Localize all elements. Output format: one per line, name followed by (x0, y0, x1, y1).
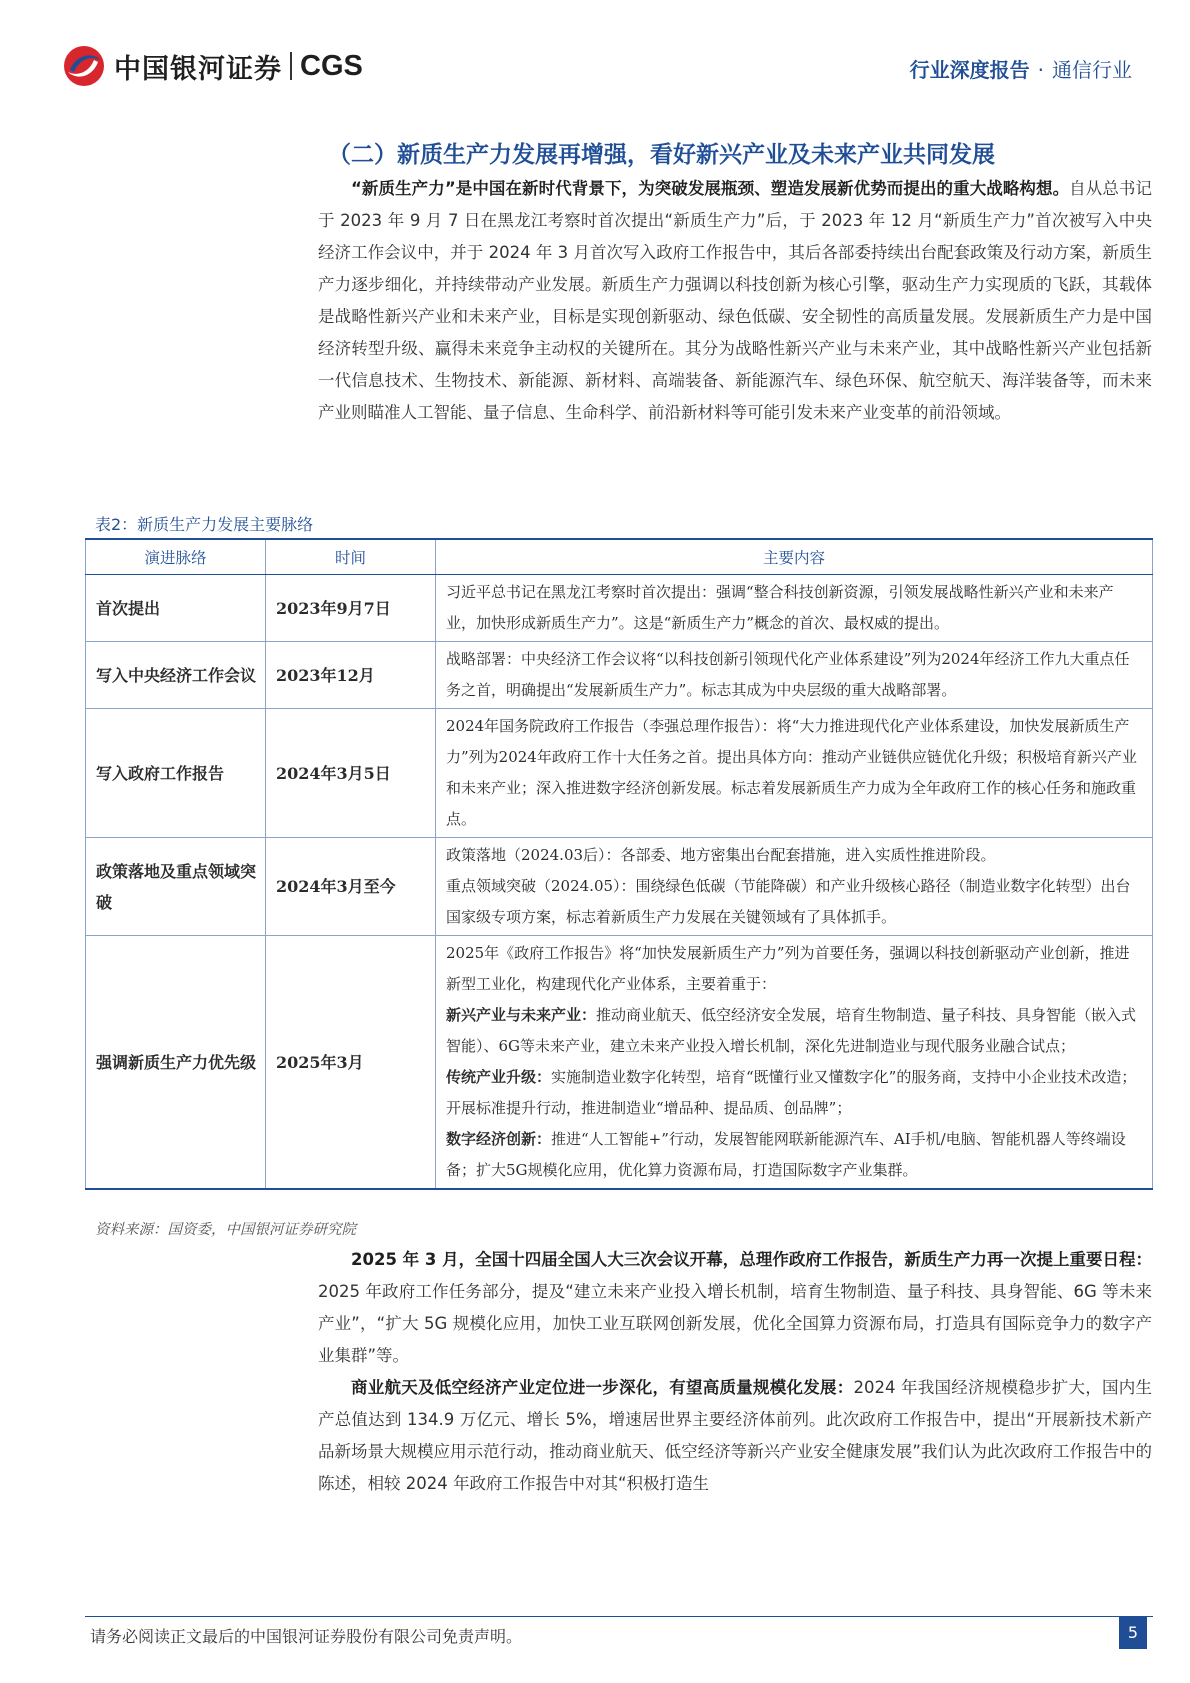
table-row (86, 936, 1153, 1190)
row-time: 2024年3月至今 (266, 838, 436, 936)
logo-divider (290, 52, 292, 80)
para-body: 2025 年政府工作任务部分，提及“建立未来产业投入增长机制，培育生物制造、量子科技、具身智能、6G 等未来产业”，“扩大 5G 规模化应用，加快工业互联网创新发展，优化全国算力资源布局，打造具有国际竞争力的数字产业集群”等。 (318, 1282, 1152, 1365)
intro-paragraph (318, 173, 1152, 429)
row-time: 2023年12月 (266, 642, 436, 709)
header-stage: 演进脉络 (86, 539, 266, 575)
item-text: 推进“人工智能+”行动，发展智能网联新能源汽车、AI手机/电脑、智能机器人等终端设备；扩大5G规模化应用，优化算力资源布局，打造国际数字产业集群。 (446, 1130, 1126, 1179)
row-content (436, 936, 1153, 1190)
row-time: 2024年3月5日 (266, 709, 436, 838)
row-stage: 首次提出 (86, 575, 266, 642)
item-text: 推动商业航天、低空经济安全发展，培育生物制造、量子科技、具身智能（嵌入式智能）、6G等未来产业，建立未来产业投入增长机制，深化先进制造业与现代服务业融合试点； (446, 1006, 1137, 1055)
paragraph-npc (318, 1244, 1152, 1372)
row-stage: 写入中央经济工作会议 (86, 642, 266, 709)
logo-english-name: CGS (300, 49, 363, 82)
table-row (86, 709, 1153, 838)
row-content: 战略部署：中央经济工作会议将“以科技创新引领现代化产业体系建设”列为2024年经济工作九大重点任务之首，明确提出“发展新质生产力”。标志其成为中央层级的重大战略部署。 (436, 642, 1153, 709)
row-time: 2023年9月7日 (266, 575, 436, 642)
table-row (86, 642, 1153, 709)
table-row (86, 575, 1153, 642)
content-paragraph: 政策落地（2024.03后）：各部委、地方密集出台配套措施，进入实质性推进阶段。 (446, 846, 996, 864)
content-item (446, 1124, 1142, 1186)
para-lead: 2025 年 3 月，全国十四届全国人大三次会议开幕，总理作政府工作报告，新质生产力再一次提上重要日程： (351, 1250, 1152, 1269)
page-number: 5 (1119, 1617, 1147, 1649)
header-separator: · (1037, 58, 1044, 82)
content-item (446, 1062, 1142, 1124)
row-stage: 强调新质生产力优先级 (86, 936, 266, 1190)
report-category (910, 54, 1132, 83)
content-paragraph: 重点领域突破（2024.05）：围绕绿色低碳（节能降碳）和产业升级核心路径（制造业数字化转型）出台国家级专项方案，标志着新质生产力发展在关键领域有了具体抓手。 (446, 877, 1131, 926)
footer-disclaimer: 请务必阅读正文最后的中国银河证券股份有限公司免责声明。 (90, 1627, 523, 1646)
footer-divider (85, 1616, 1153, 1617)
table-row (86, 838, 1153, 936)
row-content: 2024年国务院政府工作报告（李强总理作报告）：将“大力推进现代化产业体系建设，加快发展新质生产力”列为2024年政府工作十大任务之首。提出具体方向：推动产业链供应链优化升级；积极培育新兴产业和未来产业；深入推进数字经济创新发展。标志着发展新质生产力成为全年政府工作的核心任务和施政重点。 (436, 709, 1153, 838)
content-paragraph: 2025年《政府工作报告》将“加快发展新质生产力”列为首要任务，强调以科技创新驱动产业创新，推进新型工业化，构建现代化产业体系，主要着重于： (446, 944, 1130, 993)
para-lead: 商业航天及低空经济产业定位进一步深化，有望高质量规模化发展： (351, 1378, 854, 1397)
section-title: （二）新质生产力发展再增强，看好新兴产业及未来产业共同发展 (328, 142, 995, 168)
row-time: 2025年3月 (266, 936, 436, 1190)
timeline-table (85, 538, 1153, 1190)
page-header (62, 38, 1132, 98)
intro-lead: “新质生产力”是中国在新时代背景下，为突破发展瓶颈、塑造发展新优势而提出的重大战略构想。 (351, 179, 1070, 198)
paragraph-aerospace (318, 1372, 1152, 1500)
industry-name: 通信行业 (1052, 58, 1132, 82)
intro-body: 自从总书记于 2023 年 9 月 7 日在黑龙江考察时首次提出“新质生产力”后，于 2023 年 12 月“新质生产力”首次被写入中央经济工作会议中，并于 2024 年 3 月首次写入政府工作报告中，其后各部委持续出台配套政策及行动方案，新质生产力逐步细化，并持续带动产业发展。新质生产力强调以科技创新为核心引擎，驱动生产力实现质的飞跃，其载体是战略性新兴产业和未来产业，目标是实现创新驱动、绿色低碳、安全韧性的高质量发展。发展新质生产力是中国经济转型升级、赢得未来竞争主动权的关键所在。其分为战略性新兴产业与未来产业，其中战略性新兴产业包括新一代信息技术、生物技术、新能源、新材料、高端装备、新能源汽车、绿色环保、航空航天、海洋装备等，而未来产业则瞄准人工智能、量子信息、生命科学、前沿新材料等可能引发未来产业变革的前沿领域。 (318, 179, 1152, 422)
row-stage: 写入政府工作报告 (86, 709, 266, 838)
cgs-logo-icon (62, 44, 106, 88)
company-logo (62, 44, 363, 88)
para-body: 2024 年我国经济规模稳步扩大，国内生产总值达到 134.9 万亿元、增长 5%，增速居世界主要经济体前列。此次政府工作报告中，提出“开展新技术新产品新场景大规模应用示范行动，推动商业航天、低空经济等新兴产业安全健康发展”我们认为此次政府工作报告中的陈述，相较 2024 年政府工作报告中对其“积极打造生 (318, 1378, 1152, 1493)
item-text: 实施制造业数字化转型，培育“既懂行业又懂数字化”的服务商，支持中小企业技术改造；开展标准提升行动，推进制造业“增品种、提品质、创品牌”； (446, 1068, 1137, 1117)
item-label: 新兴产业与未来产业： (446, 1006, 597, 1024)
logo-chinese-name: 中国银河证券 (114, 53, 282, 85)
item-label: 数字经济创新： (446, 1130, 552, 1148)
table-caption: 表2：新质生产力发展主要脉络 (95, 515, 314, 534)
item-label: 传统产业升级： (446, 1068, 552, 1086)
report-type: 行业深度报告 (909, 58, 1030, 82)
table-header-row (86, 539, 1153, 575)
row-content (436, 838, 1153, 936)
row-stage: 政策落地及重点领域突破 (86, 838, 266, 936)
header-content: 主要内容 (436, 539, 1153, 575)
row-content: 习近平总书记在黑龙江考察时首次提出：强调“整合科技创新资源，引领发展战略性新兴产业和未来产业，加快形成新质生产力”。这是“新质生产力”概念的首次、最权威的提出。 (436, 575, 1153, 642)
header-time: 时间 (266, 539, 436, 575)
content-item (446, 1000, 1142, 1062)
table-source: 资料来源：国资委，中国银河证券研究院 (95, 1222, 356, 1238)
